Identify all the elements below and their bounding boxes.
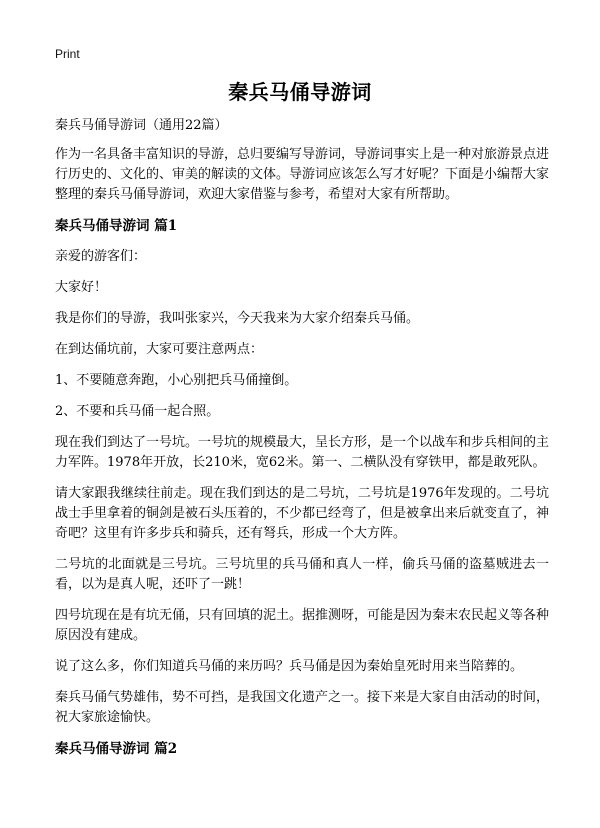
paragraph-pit-3: 二号坑的北面就是三号坑。三号坑里的兵马俑和真人一样，偷兵马俑的盗墓贼进去一看，以为是真人呢，还吓了一跳！ (55, 557, 549, 592)
paragraph-greeting-audience: 亲爱的游客们： (55, 249, 147, 264)
paragraph-origin: 说了这么多，你们知道兵马俑的来历吗？兵马俑是因为秦始皇死时用来当陪葬的。 (55, 659, 524, 674)
paragraph-closing: 秦兵马俑气势雄伟，势不可挡，是我国文化遗产之一。接下来是大家自由活动的时间，祝大家旅途愉快。 (55, 690, 550, 725)
paragraph-rule-2: 2、不要和兵马俑一起合照。 (55, 404, 220, 419)
paragraph-pit-1: 现在我们到达了一号坑。一号坑的规模最大，呈长方形，是一个以战车和步兵相间的主力军阵。1978年开放，长210米，宽62米。第一、二横队没有穿铁甲，都是敢死队。 (55, 435, 550, 470)
section-heading: 秦兵马俑导游词 篇2 (55, 741, 178, 757)
paragraph-guide-intro: 我是你们的导游，我叫张家兴，今天我来为大家介绍秦兵马俑。 (55, 311, 420, 326)
paragraph-hello: 大家好！ (55, 280, 108, 295)
print-link[interactable]: Print (55, 47, 80, 61)
paragraph-pit-4: 四号坑现在是有坑无俑，只有回填的泥土。据推测呀，可能是因为秦末农民起义等各种原因没有建成。 (55, 608, 550, 643)
paragraph-pit-2: 请大家跟我继续往前走。现在我们到达的是二号坑，二号坑是1976年发现的。二号坑战士手里拿着的铜剑是被石头压着的，不少都已经弯了，但是被拿出来后就变直了，神奇吧？这里有许多步兵和骑兵，还有弩兵，形成一个大方阵。 (55, 486, 550, 541)
article-subtitle: 秦兵马俑导游词（通用22篇） (55, 118, 228, 133)
intro-paragraph: 作为一名具备丰富知识的导游，总归要编写导游词，导游词事实上是一种对旅游景点进行历史的、文化的、审美的解读的文体。导游词应该怎么写才好呢？下面是小编帮大家整理的秦兵马俑导游词，欢迎大家借鉴与参考，希望对大家有所帮助。 (55, 147, 550, 202)
paragraph-rule-1: 1、不要随意奔跑，小心别把兵马俑撞倒。 (55, 373, 298, 388)
article-body (55, 116, 549, 770)
paragraph-notice: 在到达俑坑前，大家可要注意两点： (55, 342, 264, 357)
section-heading: 秦兵马俑导游词 篇1 (55, 218, 178, 234)
page-title: 秦兵马俑导游词 (228, 80, 372, 104)
